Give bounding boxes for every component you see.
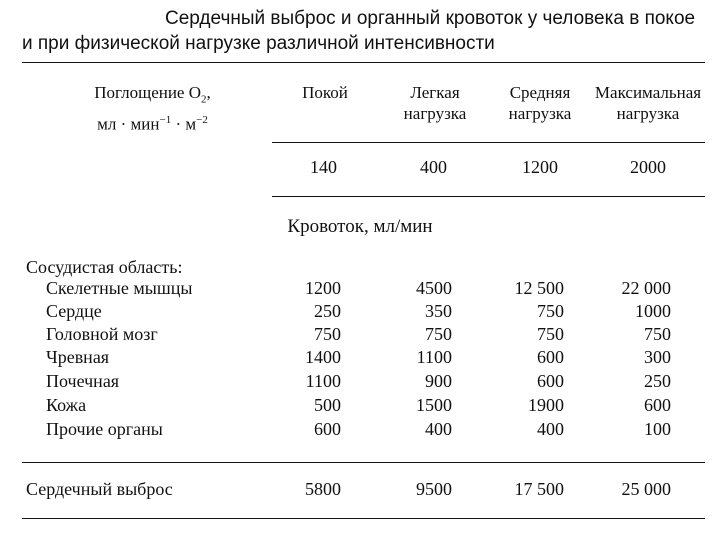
row-label: Сердце xyxy=(46,301,102,321)
col-header-medium: Средняя нагрузка xyxy=(508,83,572,123)
cell: 17 500 xyxy=(514,479,564,499)
cell: 1500 xyxy=(416,395,452,415)
cell: 350 xyxy=(425,301,452,321)
col-header-rest: Покой xyxy=(302,83,348,102)
cell: 12 500 xyxy=(514,278,564,298)
cell: 600 xyxy=(537,371,564,391)
cell: 750 xyxy=(314,324,341,344)
o2-value-medium: 1200 xyxy=(522,157,558,177)
cell: 600 xyxy=(314,419,341,439)
cell: 25 000 xyxy=(621,479,671,499)
cell: 1000 xyxy=(635,301,671,321)
o2-uptake-header: Поглощение $О_2$, мл · $мин^{-1} \cdot м^{-2}$ xyxy=(94,83,211,135)
cell: 9500 xyxy=(416,479,452,499)
cell: 1200 xyxy=(305,278,341,298)
cell: 1100 xyxy=(305,371,341,391)
cell: 1400 xyxy=(305,347,341,367)
cell: 600 xyxy=(537,347,564,367)
cell: 250 xyxy=(644,371,671,391)
cell: 500 xyxy=(314,395,341,415)
cell: 600 xyxy=(644,395,671,415)
cell: 750 xyxy=(537,301,564,321)
header-rule xyxy=(272,142,705,143)
col-header-max: Максимальная нагрузка xyxy=(594,83,702,123)
caption-line-1: Сердечный выброс и органный кровоток у человека в покое xyxy=(165,8,696,29)
cell: 1900 xyxy=(528,395,564,415)
cell: 4500 xyxy=(416,278,452,298)
cell: 900 xyxy=(425,371,452,391)
cell: 250 xyxy=(314,301,341,321)
group-label: Сосудистая область: xyxy=(26,257,183,277)
cell: 750 xyxy=(425,324,452,344)
row-label: Головной мозг xyxy=(46,324,158,344)
row-label: Кожа xyxy=(46,395,87,415)
cell: 750 xyxy=(537,324,564,344)
row-label: Скелетные мышцы xyxy=(46,278,193,298)
total-label: Сердечный выброс xyxy=(26,479,173,499)
cell: 100 xyxy=(644,419,671,439)
row-label: Чревная xyxy=(46,347,110,367)
top-rule xyxy=(22,62,705,63)
values-rule xyxy=(272,196,705,197)
o2-value-max: 2000 xyxy=(630,157,666,177)
cell: 400 xyxy=(537,419,564,439)
o2-value-rest: 140 xyxy=(310,157,337,177)
cell: 5800 xyxy=(305,479,341,499)
cell: 300 xyxy=(644,347,671,367)
caption-line-2: и при физической нагрузке различной интенсивности xyxy=(22,33,495,54)
cell: 1100 xyxy=(416,347,452,367)
total-rule xyxy=(22,462,705,463)
row-label: Прочие органы xyxy=(46,419,163,439)
cell: 750 xyxy=(644,324,671,344)
cell: 22 000 xyxy=(621,278,671,298)
col-header-light: Легкая нагрузка xyxy=(403,83,467,123)
row-label: Почечная xyxy=(46,371,120,391)
o2-value-light: 400 xyxy=(420,157,447,177)
section-title: Кровоток, мл/мин xyxy=(287,216,433,237)
cell: 400 xyxy=(425,419,452,439)
bottom-rule xyxy=(22,518,705,519)
